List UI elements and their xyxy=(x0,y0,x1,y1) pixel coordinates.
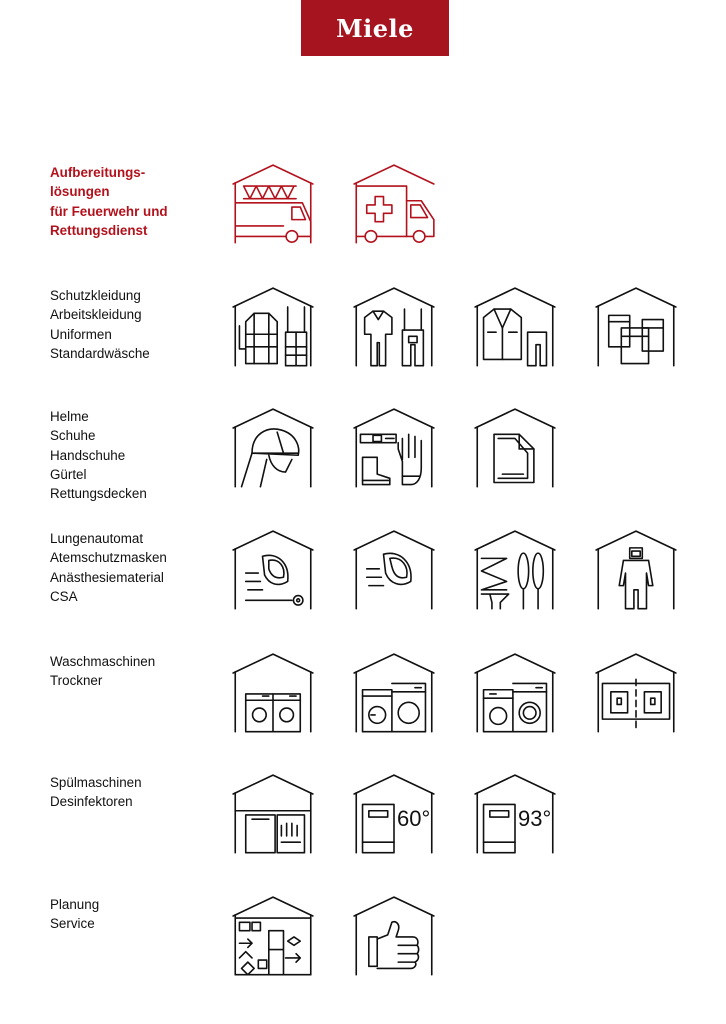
section-label xyxy=(50,895,220,934)
label-line: Rettungsdienst xyxy=(50,222,148,238)
washer-dryer-large-icon xyxy=(352,652,436,738)
label-line: Gürtel xyxy=(50,466,87,482)
label-line: Standardwäsche xyxy=(50,345,150,361)
section-label xyxy=(50,529,220,606)
temperature-60-label: 60° xyxy=(397,806,431,831)
temperature-93-label: 93° xyxy=(518,806,552,831)
label-line: lösungen xyxy=(50,184,110,200)
label-line: Schuhe xyxy=(50,428,96,444)
label-line: Lungenautomat xyxy=(50,531,144,546)
label-line: Arbeitskleidung xyxy=(50,307,142,323)
label-line: Atemschutzmasken xyxy=(50,550,167,566)
helmet-icon xyxy=(231,407,315,493)
label-line: Service xyxy=(50,916,95,932)
label-line: Aufbereitungs- xyxy=(50,165,146,180)
section-label xyxy=(50,163,220,240)
label-line: Uniformen xyxy=(50,326,112,342)
section-label xyxy=(50,773,220,812)
label-line: Helme xyxy=(50,409,89,424)
standard-laundry-icon xyxy=(594,286,678,372)
anesthesia-material-icon xyxy=(473,529,557,615)
label-line: Anästhesiematerial xyxy=(50,569,164,585)
ambulance-icon xyxy=(352,163,436,249)
protective-jacket-icon xyxy=(231,286,315,372)
undercounter-dishwasher-icon xyxy=(231,773,315,859)
rescue-blanket-icon xyxy=(473,407,557,493)
csa-suit-icon xyxy=(594,529,678,615)
section-label xyxy=(50,286,220,363)
floor-plan-icon xyxy=(231,895,315,981)
miele-logo xyxy=(301,0,449,56)
washer-dryer-pair-icon xyxy=(473,652,557,738)
uniform-icon xyxy=(473,286,557,372)
washer-dryer-stack-icon xyxy=(231,652,315,738)
barrier-washer-icon xyxy=(594,652,678,738)
label-line: CSA xyxy=(50,588,78,604)
section-label xyxy=(50,407,220,503)
fire-truck-icon xyxy=(231,163,315,249)
breathing-mask-icon xyxy=(352,529,436,615)
label-line: Rettungsdecken xyxy=(50,486,147,502)
label-line: Handschuhe xyxy=(50,447,126,463)
label-line: Waschmaschinen xyxy=(50,654,156,669)
label-line: Desinfektoren xyxy=(50,794,133,810)
thumbs-up-icon xyxy=(352,895,436,981)
section-label xyxy=(50,652,220,691)
workwear-icon xyxy=(352,286,436,372)
boots-gloves-belt-icon xyxy=(352,407,436,493)
label-line: Trockner xyxy=(50,673,103,689)
label-line: für Feuerwehr und xyxy=(50,203,168,219)
demand-valve-icon xyxy=(231,529,315,615)
label-line: Spülmaschinen xyxy=(50,775,142,790)
brand-name: Miele xyxy=(336,13,414,43)
label-line: Schutzkleidung xyxy=(50,288,141,303)
label-line: Planung xyxy=(50,897,100,912)
